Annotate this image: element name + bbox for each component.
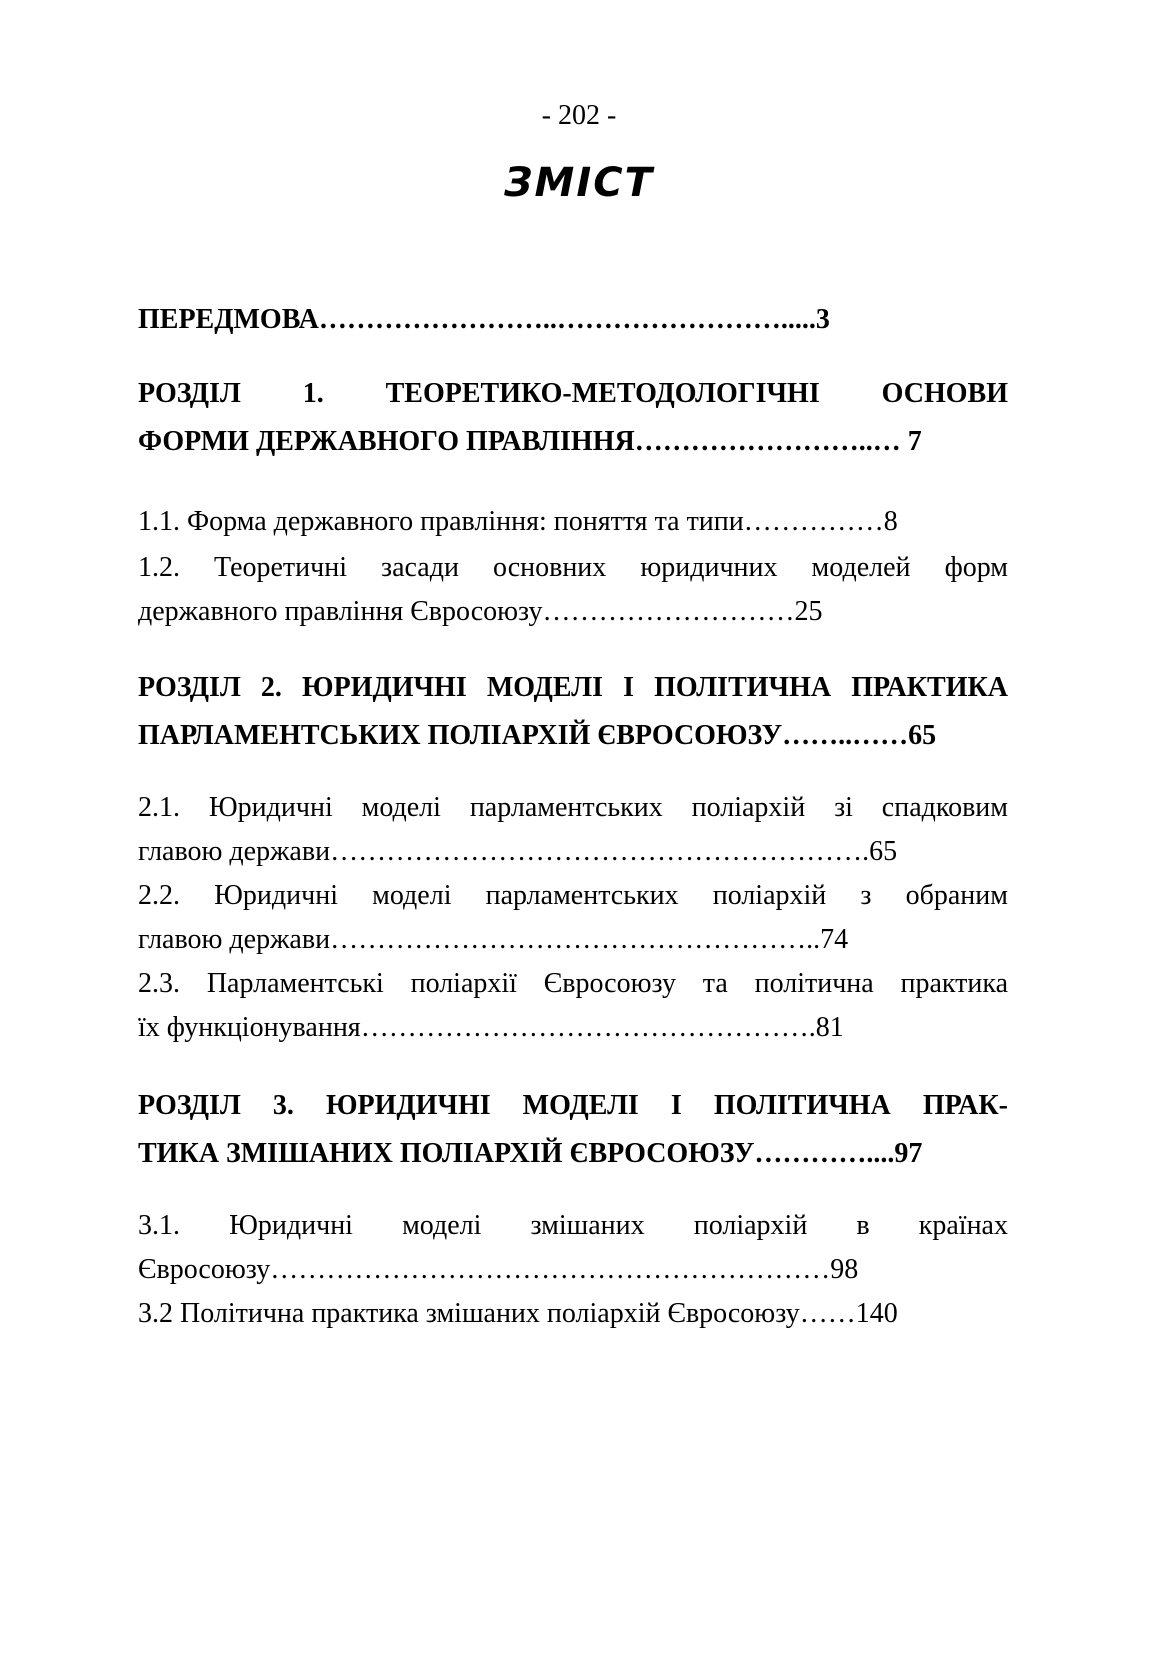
page-title: ЗМІСТ: [504, 160, 654, 206]
toc-entry-section-3-2-text: 3.2 Політична практика змішаних поліархій Євросоюзу……140: [138, 1298, 898, 1329]
toc-entry-section-2-2: [138, 874, 1008, 962]
toc-entry-section-3-1-line-1: 3.1. Юридичні моделі змішаних поліархій в країнах: [138, 1210, 1008, 1241]
toc-entry-chapter-3-line-2: ТИКА ЗМІШАНИХ ПОЛІАРХІЙ ЄВРОСОЮЗУ…………....97: [138, 1138, 923, 1169]
toc-entry-section-1-2-line-1: 1.2. Теоретичні засади основних юридичних моделей форм: [138, 552, 1008, 583]
toc-entry-section-2-3-line-1: 2.3. Парламентські поліархії Євросоюзу та політична практика: [138, 968, 1008, 999]
toc-entry-chapter-1-line-1: РОЗДІЛ 1. ТЕОРЕТИКО-МЕТОДОЛОГІЧНІ ОСНОВИ: [138, 378, 1008, 409]
toc-entry-section-3-2: [138, 1292, 1008, 1336]
toc-entry-section-1-2: [138, 546, 1008, 634]
toc-entry-chapter-1-line-2: ФОРМИ ДЕРЖАВНОГО ПРАВЛІННЯ……………………..… 7: [138, 426, 922, 457]
toc-entry-section-2-1-line-1: 2.1. Юридичні моделі парламентських поліархій зі спадковим: [138, 792, 1008, 823]
toc-entry-section-3-1: [138, 1204, 1008, 1292]
toc-entry-chapter-2-line-1: РОЗДІЛ 2. ЮРИДИЧНІ МОДЕЛІ І ПОЛІТИЧНА ПРАКТИКА: [138, 672, 1008, 703]
toc-entry-chapter-1: [138, 370, 1008, 466]
toc-entry-section-1-1-text: 1.1. Форма державного правління: поняття та типи……………8: [138, 506, 898, 537]
toc-entry-preface-text: ПЕРЕДМОВА……………………..…………………….....3: [138, 304, 830, 335]
toc-entry-section-2-2-line-2: главою держави……………………………………………..74: [138, 924, 849, 955]
toc-entry-chapter-2-line-2: ПАРЛАМЕНТСЬКИХ ПОЛІАРХІЙ ЄВРОСОЮЗУ……..……65: [138, 720, 937, 751]
toc-entry-chapter-2: [138, 664, 1008, 760]
toc-entry-preface: [138, 296, 1008, 344]
page-number: - 202 -: [541, 100, 617, 131]
toc-entry-section-2-3-line-2: їх функціонування………………………………………….81: [138, 1012, 844, 1043]
toc-entry-section-1-1: [138, 500, 1008, 544]
toc-entry-section-3-1-line-2: Євросоюзу……………………………………………………98: [138, 1254, 859, 1285]
toc-entry-section-2-3: [138, 962, 1008, 1050]
toc-entry-section-1-2-line-2: державного правління Євросоюзу………………………25: [138, 596, 823, 627]
toc-entry-section-2-1-line-2: главою держави………………………………………………….65: [138, 836, 898, 867]
toc-entry-section-2-1: [138, 786, 1008, 874]
toc-entry-section-2-2-line-1: 2.2. Юридичні моделі парламентських поліархій з обраним: [138, 880, 1008, 911]
toc-entry-chapter-3-line-1: РОЗДІЛ 3. ЮРИДИЧНІ МОДЕЛІ І ПОЛІТИЧНА ПРАК-: [138, 1090, 1008, 1121]
toc-entry-chapter-3: [138, 1082, 1008, 1178]
